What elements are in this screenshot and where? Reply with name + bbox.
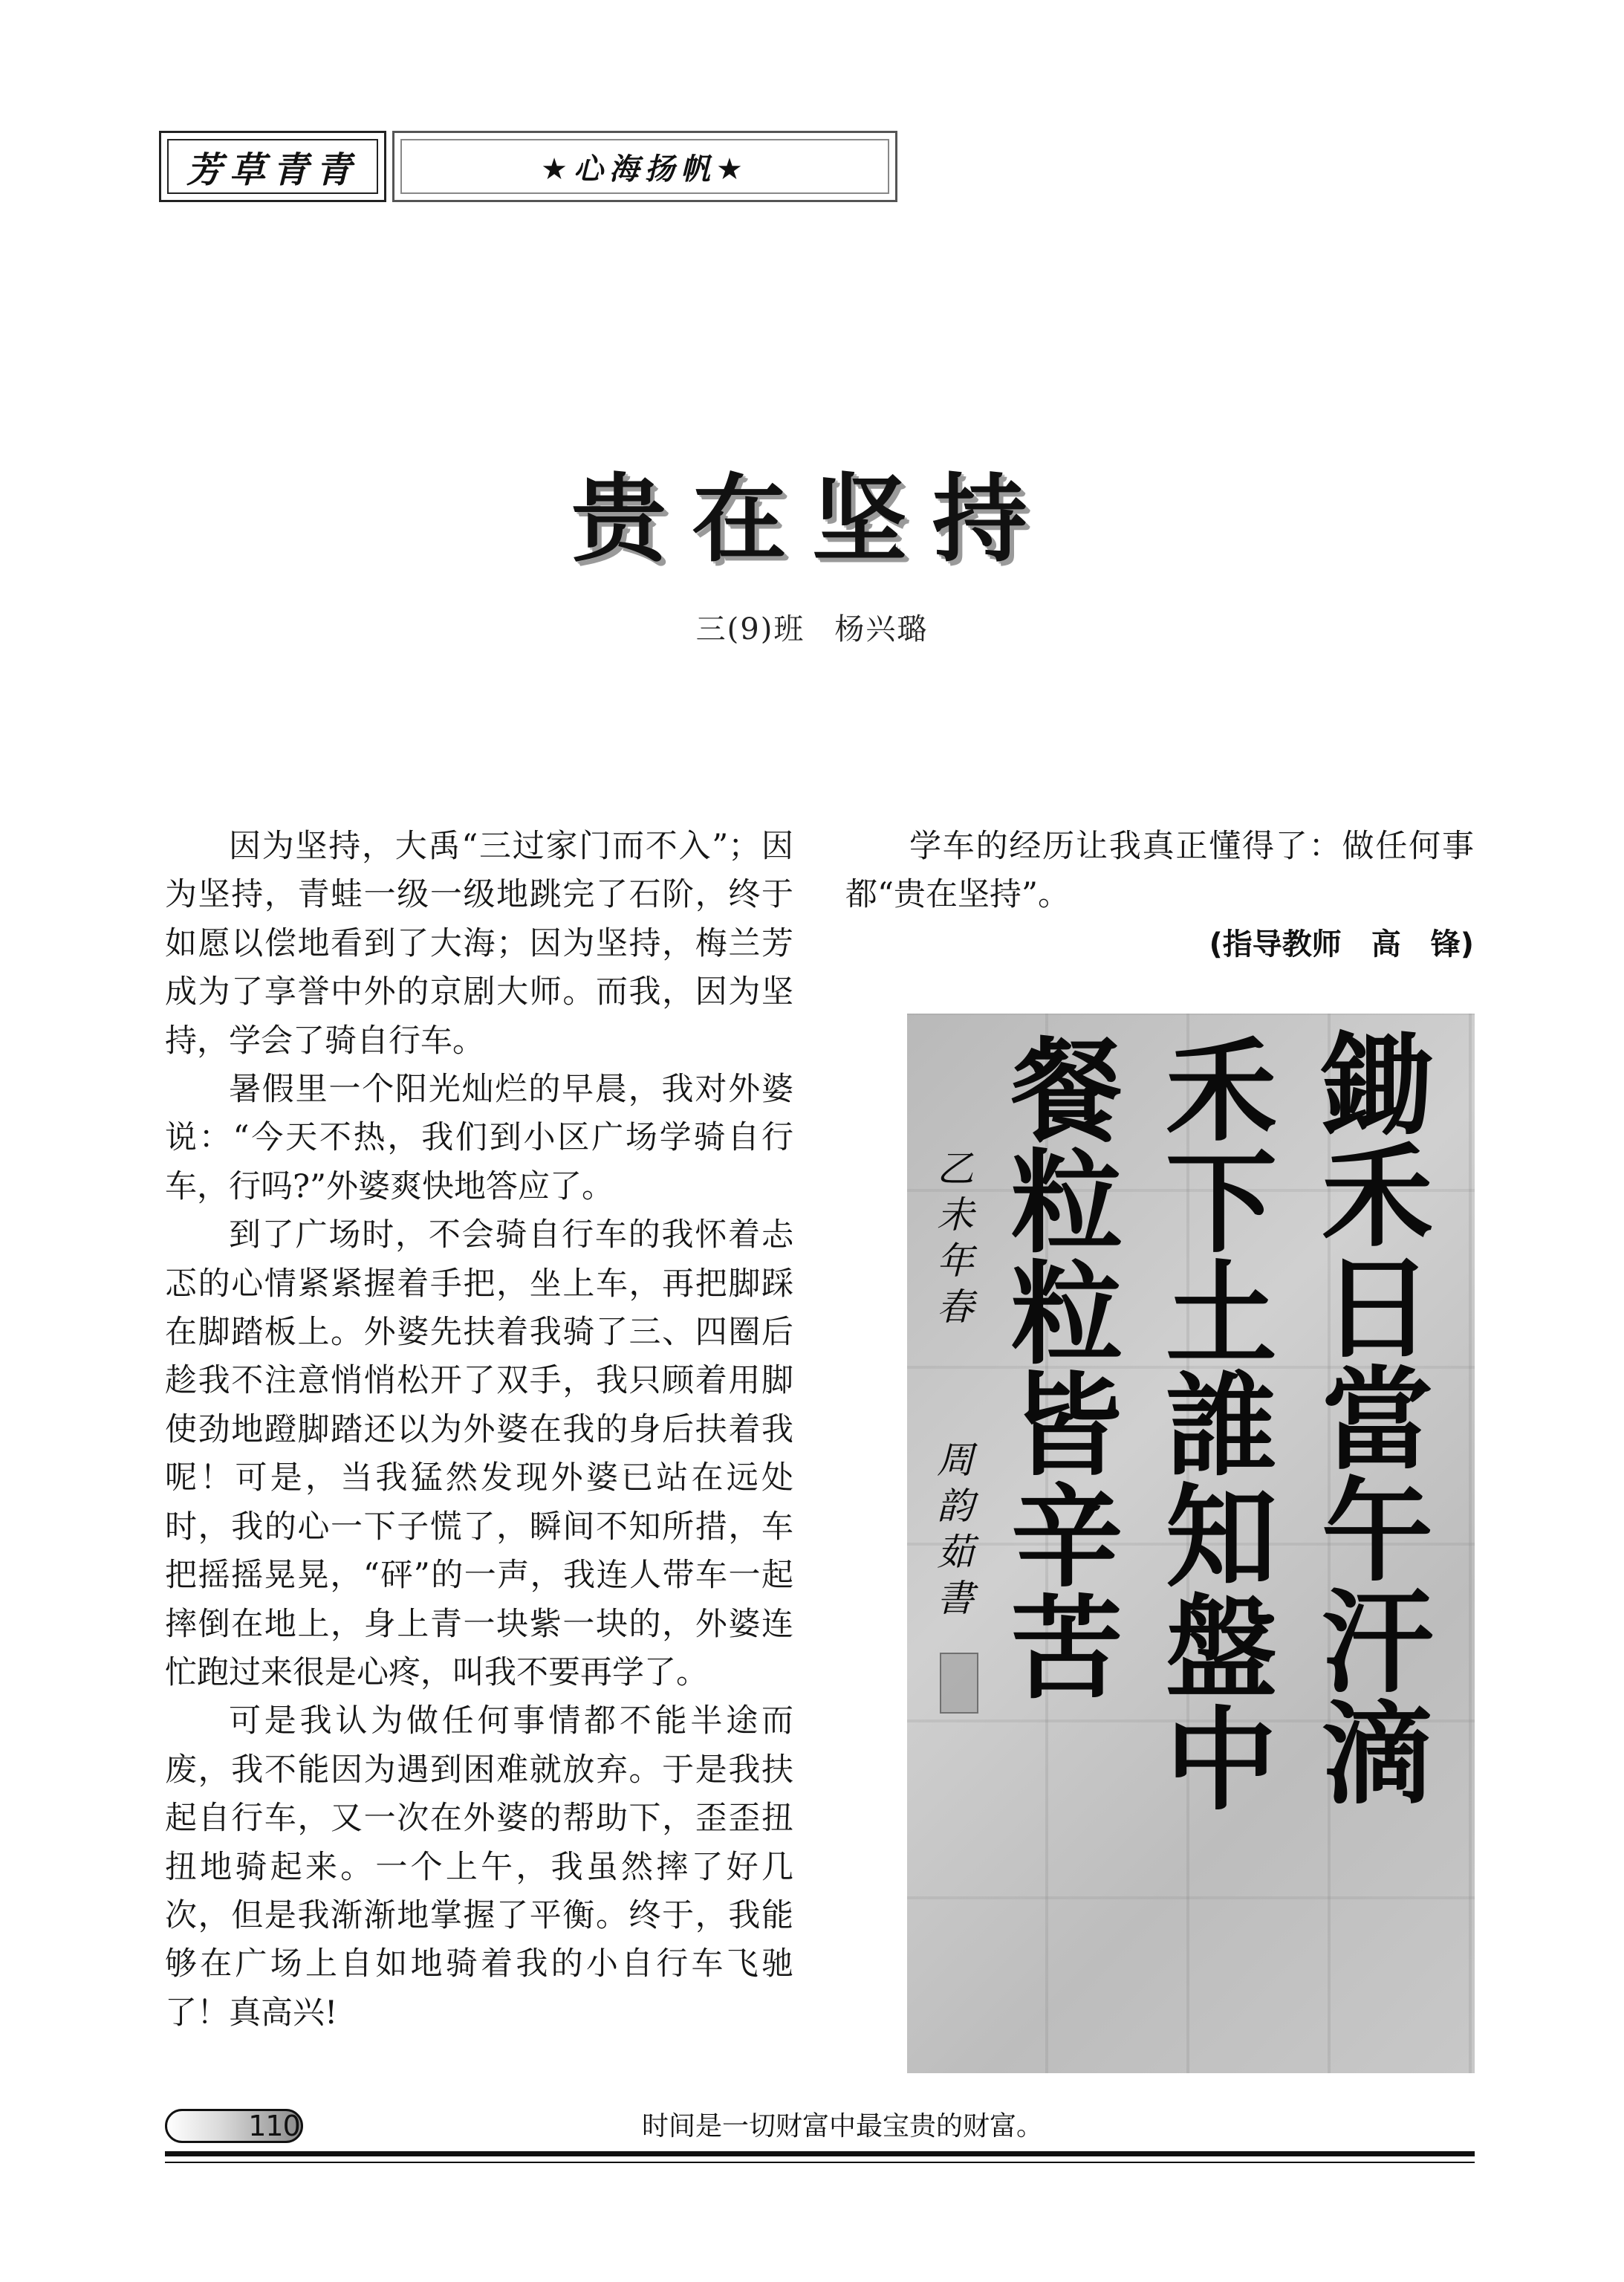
calligraphy-char: 滴 bbox=[1321, 1689, 1433, 1820]
calligraphy-date-inscription bbox=[929, 1146, 981, 1330]
article-title: 贵在坚持 bbox=[571, 464, 1053, 575]
calligraphy-signature-inscription bbox=[929, 1437, 981, 1621]
paragraph: 暑假里一个阳光灿烂的早晨，我对外婆说：“今天不热，我们到小区广场学骑自行车，行吗?”外婆爽快地答应了。 bbox=[165, 1071, 793, 1205]
paragraph: 因为坚持，大禹“三过家门而不入”；因为坚持，青蛙一级一级地跳完了石阶，终于如愿以偿地看到了大海；因为坚持，梅兰芳成为了享誉中外的京剧大师。而我，因为坚持，学会了骑自行车。 bbox=[165, 828, 793, 1060]
calligraphy-char: 土 bbox=[1165, 1249, 1277, 1380]
calligraphy-column-2 bbox=[1143, 1026, 1299, 1826]
calligraphy-char: 當 bbox=[1321, 1355, 1433, 1485]
calligraphy-char: 春 bbox=[937, 1286, 974, 1329]
page-number: 110 bbox=[248, 2110, 300, 2142]
instructor-label: (指导教师 bbox=[1209, 927, 1342, 962]
author-name: 杨兴璐 bbox=[834, 612, 929, 646]
calligraphy-char: 禾 bbox=[1165, 1026, 1277, 1157]
calligraphy-char: 下 bbox=[1165, 1138, 1277, 1268]
article-body-left bbox=[165, 823, 793, 2038]
footer-rule-thick bbox=[165, 2151, 1475, 2156]
calligraphy-column-1 bbox=[1299, 1020, 1455, 1820]
calligraphy-char: 茹 bbox=[937, 1531, 974, 1574]
instructor-credit bbox=[845, 921, 1474, 969]
calligraphy-char: 苦 bbox=[1010, 1584, 1123, 1714]
calligraphy-char: 中 bbox=[1165, 1695, 1277, 1826]
calligraphy-char: 鋤 bbox=[1321, 1020, 1433, 1151]
paragraph: 学车的经历让我真正懂得了：做任何事都“贵在坚持”。 bbox=[845, 828, 1474, 914]
calligraphy-char: 未 bbox=[937, 1193, 974, 1236]
calligraphy-char: 日 bbox=[1321, 1243, 1433, 1374]
calligraphy-column-3 bbox=[989, 1026, 1145, 1714]
calligraphy-char: 周 bbox=[937, 1439, 974, 1482]
calligraphy-char: 年 bbox=[937, 1239, 974, 1283]
calligraphy-char: 辛 bbox=[1010, 1472, 1123, 1603]
calligraphy-char: 乙 bbox=[937, 1147, 974, 1190]
calligraphy-char: 誰 bbox=[1165, 1361, 1277, 1491]
calligraphy-char: 皆 bbox=[1010, 1361, 1123, 1491]
calligraphy-char: 知 bbox=[1165, 1472, 1277, 1603]
article-body-right bbox=[845, 823, 1474, 920]
calligraphy-char: 韵 bbox=[937, 1485, 974, 1528]
seal-stamp bbox=[940, 1653, 978, 1714]
paragraph: 到了广场时，不会骑自行车的我怀着忐忑的心情紧紧握着手把，坐上车，再把脚踩在脚踏板上。外婆先扶着我骑了三、四圈后趁我不注意悄悄松开了双手，我只顾着用脚使劲地蹬脚踏还以为外婆在我的身后扶着我呢！可是，当我猛然发现外婆已站在远处时，我的心一下子慌了，瞬间不知所措，车把摇摇晃晃，“砰”的一声，我连人带车一起摔倒在地上，身上青一块紫一块的，外婆连忙跑过来很是心疼，叫我不要再学了。 bbox=[165, 1216, 793, 1691]
footer-motto: 时间是一切财富中最宝贵的财富。 bbox=[642, 2111, 1044, 2142]
calligraphy-char: 餐 bbox=[1010, 1026, 1123, 1157]
instructor-name: 高 锋) bbox=[1371, 927, 1474, 962]
byline bbox=[0, 606, 1624, 648]
section-name-box bbox=[392, 131, 897, 202]
calligraphy-char: 盤 bbox=[1165, 1584, 1277, 1714]
calligraphy-char: 粒 bbox=[1010, 1138, 1123, 1268]
calligraphy-photo bbox=[907, 1014, 1475, 2073]
footer-rule-thin bbox=[165, 2162, 1475, 2163]
column-name: 芳草青青 bbox=[167, 139, 378, 194]
calligraphy-char: 汗 bbox=[1321, 1578, 1433, 1708]
calligraphy-char: 午 bbox=[1321, 1466, 1433, 1597]
column-name-box bbox=[159, 131, 386, 202]
calligraphy-char: 粒 bbox=[1010, 1249, 1123, 1380]
paragraph: 可是我认为做任何事情都不能半途而废，我不能因为遇到困难就放弃。于是我扶起自行车，又一次在外婆的帮助下，歪歪扭扭地骑起来。一个上午，我虽然摔了好几次，但是我渐渐地掌握了平衡。终于，我能够在广场上自如地骑着我的小自行车飞驰了！真高兴! bbox=[165, 1702, 793, 2032]
class-name: 三(9)班 bbox=[695, 612, 805, 646]
calligraphy-char: 書 bbox=[937, 1577, 974, 1620]
calligraphy-char: 禾 bbox=[1321, 1132, 1433, 1262]
section-name: ★心海扬帆★ bbox=[400, 139, 889, 194]
